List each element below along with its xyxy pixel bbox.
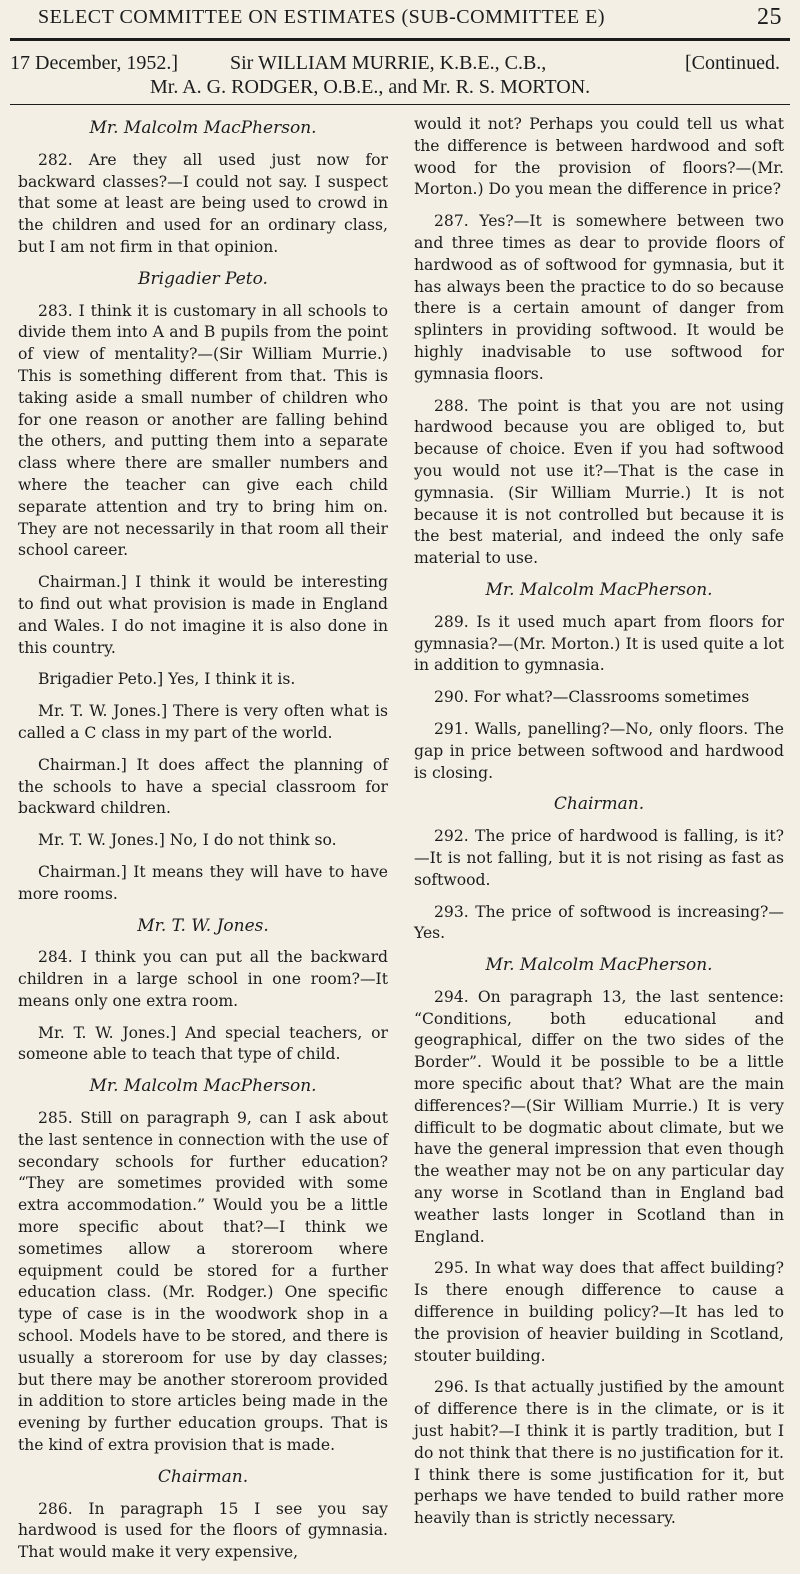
transcript-paragraph: Mr. T. W. Jones.] No, I do not think so. bbox=[38, 831, 337, 850]
transcript-paragraph: 292. The price of hardwood is falling, is it?—It is not falling, but it is not rising as fast as softwood. bbox=[414, 827, 784, 889]
transcript-paragraph: 295. In what way does that affect building? Is there enough difference to cause a difference in building policy?—It has led to the provision of heavier building in Scotland, stouter building. bbox=[414, 1259, 784, 1365]
transcript-paragraph: Chairman.] I think it would be interesting to find out what provision is made in England and Wales. I do not imagine it is also done in this country. bbox=[18, 573, 388, 657]
speaker-heading: Chairman. bbox=[157, 1466, 249, 1487]
transcript-paragraph: Chairman.] It does affect the planning of the schools to have a special classroom for backward children. bbox=[18, 755, 388, 818]
transcript-paragraph: Mr. T. W. Jones.] There is very often what is called a C class in my part of the world. bbox=[18, 702, 388, 742]
transcript-paragraph: 283. I think it is customary in all schools to divide them into A and B pupils from the point of view of mentality?—(Sir William Murrie.) This is something different from that. This is taking aside a small number of children who for one reason or another are falling behind the others, and putting them into a separate class where there are smaller numbers and where the teacher can give each child separate attention and try to bring him on. They are not necessarily in that room all their school career. bbox=[18, 301, 388, 560]
transcript-paragraph: 296. Is that actually justified by the amount of difference there is in the climate, or is it just habit?—I think it is partly tradition, but I do not think that there is no justification for it. I think there is some justification for it, but perhaps we have tended to build rather more heavily than is strictly necessary. bbox=[414, 1378, 784, 1528]
speaker-heading: Brigadier Peto. bbox=[138, 268, 268, 289]
page-header bbox=[10, 0, 790, 40]
transcript-paragraph: 291. Walls, panelling?—No, only floors. The gap in price between softwood and hardwood is closing. bbox=[414, 719, 784, 782]
speaker-heading: Mr. Malcolm MacPherson. bbox=[485, 955, 713, 976]
page-number: 25 bbox=[757, 4, 782, 30]
transcript-paragraph: 293. The price of softwood is increasing?—Yes. bbox=[414, 902, 784, 943]
header-rule bbox=[10, 38, 790, 41]
subheader-rule bbox=[10, 104, 790, 105]
transcript-paragraph: 288. The point is that you are not using hardwood because you are obliged to, but because of choice. Even if you had softwood you would not use it?—That is the case in gymnasia. (Sir William Murrie.) It is not because it is not controlled but because it is the best material, and indeed the only safe material to use. bbox=[414, 396, 784, 568]
transcript-paragraph: would it not? Perhaps you could tell us what the difference is between hardwood and soft wood for the provision of floors?—(Mr. Morton.) Do you mean the difference in price? bbox=[414, 115, 784, 199]
body-columns bbox=[18, 114, 784, 1574]
transcript-paragraph: 294. On paragraph 13, the last sentence: “Conditions, both educational and geographical, differ on the two sides of the Border”. Would it be possible to be a little more specific about that? What are the main differences?—(Sir William Murrie.) It is very difficult to be dogmatic about climate, but we have the general impression that even though the weather may not be on any particular day any worse in Scotland than in England bad weather lasts longer in Scotland than in England. bbox=[414, 987, 784, 1246]
continued-marker: [Continued. bbox=[685, 52, 780, 74]
transcript-paragraph: 290. For what?—Classrooms sometimes bbox=[434, 688, 750, 707]
transcript-paragraph: 287. Yes?—It is somewhere between two and three times as dear to provide floors of hardwood as of softwood for gymnasia, but it has always been the practice to do so because there is a certain amount of danger from splinters in providing softwood. It would be highly inadvisable to use softwood for gymnasia floors. bbox=[414, 212, 784, 383]
speaker-heading: Mr. Malcolm MacPherson. bbox=[485, 579, 713, 600]
witness-line-2: Mr. A. G. RODGER, O.B.E., and Mr. R. S. MORTON. bbox=[150, 76, 591, 98]
transcript-paragraph: Mr. T. W. Jones.] And special teachers, or someone able to teach that type of child. bbox=[18, 1023, 388, 1064]
left-column bbox=[18, 114, 388, 1574]
speaker-heading: Mr. T. W. Jones. bbox=[137, 915, 269, 936]
transcript-paragraph: 286. In paragraph 15 I see you say hardwood is used for the floors of gymnasia. That would make it very expensive, bbox=[18, 1499, 388, 1562]
speaker-heading: Chairman. bbox=[553, 794, 645, 815]
right-column bbox=[414, 114, 784, 1574]
transcript-paragraph: Brigadier Peto.] Yes, I think it is. bbox=[38, 670, 296, 689]
running-title: SELECT COMMITTEE ON ESTIMATES (SUB-COMMITTEE E) bbox=[38, 6, 605, 28]
speaker-heading: Mr. Malcolm MacPherson. bbox=[89, 1076, 317, 1097]
transcript-paragraph: 289. Is it used much apart from floors for gymnasia?—(Mr. Morton.) It is used quite a lot in addition to gymnasia. bbox=[414, 612, 784, 675]
transcript-paragraph: 282. Are they all used just now for backward classes?—I could not say. I suspect that some at least are being used to crowd in the children and used for an ordinary class, but I am not firm in that opinion. bbox=[18, 150, 388, 256]
speaker-heading: Mr. Malcolm MacPherson. bbox=[89, 118, 317, 138]
session-date: 17 December, 1952.] bbox=[10, 52, 179, 74]
witness-line-1: Sir WILLIAM MURRIE, K.B.E., C.B., bbox=[230, 52, 547, 74]
transcript-paragraph: Chairman.] It means they will have to have more rooms. bbox=[18, 862, 388, 903]
witness-header bbox=[10, 52, 790, 122]
transcript-paragraph: 284. I think you can put all the backward children in a large school in one room?—It means only one extra room. bbox=[18, 948, 388, 1010]
transcript-paragraph: 285. Still on paragraph 9, can I ask about the last sentence in connection with the use of secondary schools for further education? “They are sometimes provided with some extra accommodation.” Would you be a little more specific about that?—I think we sometimes allow a storeroom where equipment could be stored for a further education class. (Mr. Rodger.) One specific type of case is in the woodwork shop in a school. Models have to be stored, and there is usually a storeroom for use by day classes; but there may be another storeroom provided in addition to store articles being made in the evening by further education groups. That is the kind of extra provision that is made. bbox=[18, 1109, 388, 1455]
